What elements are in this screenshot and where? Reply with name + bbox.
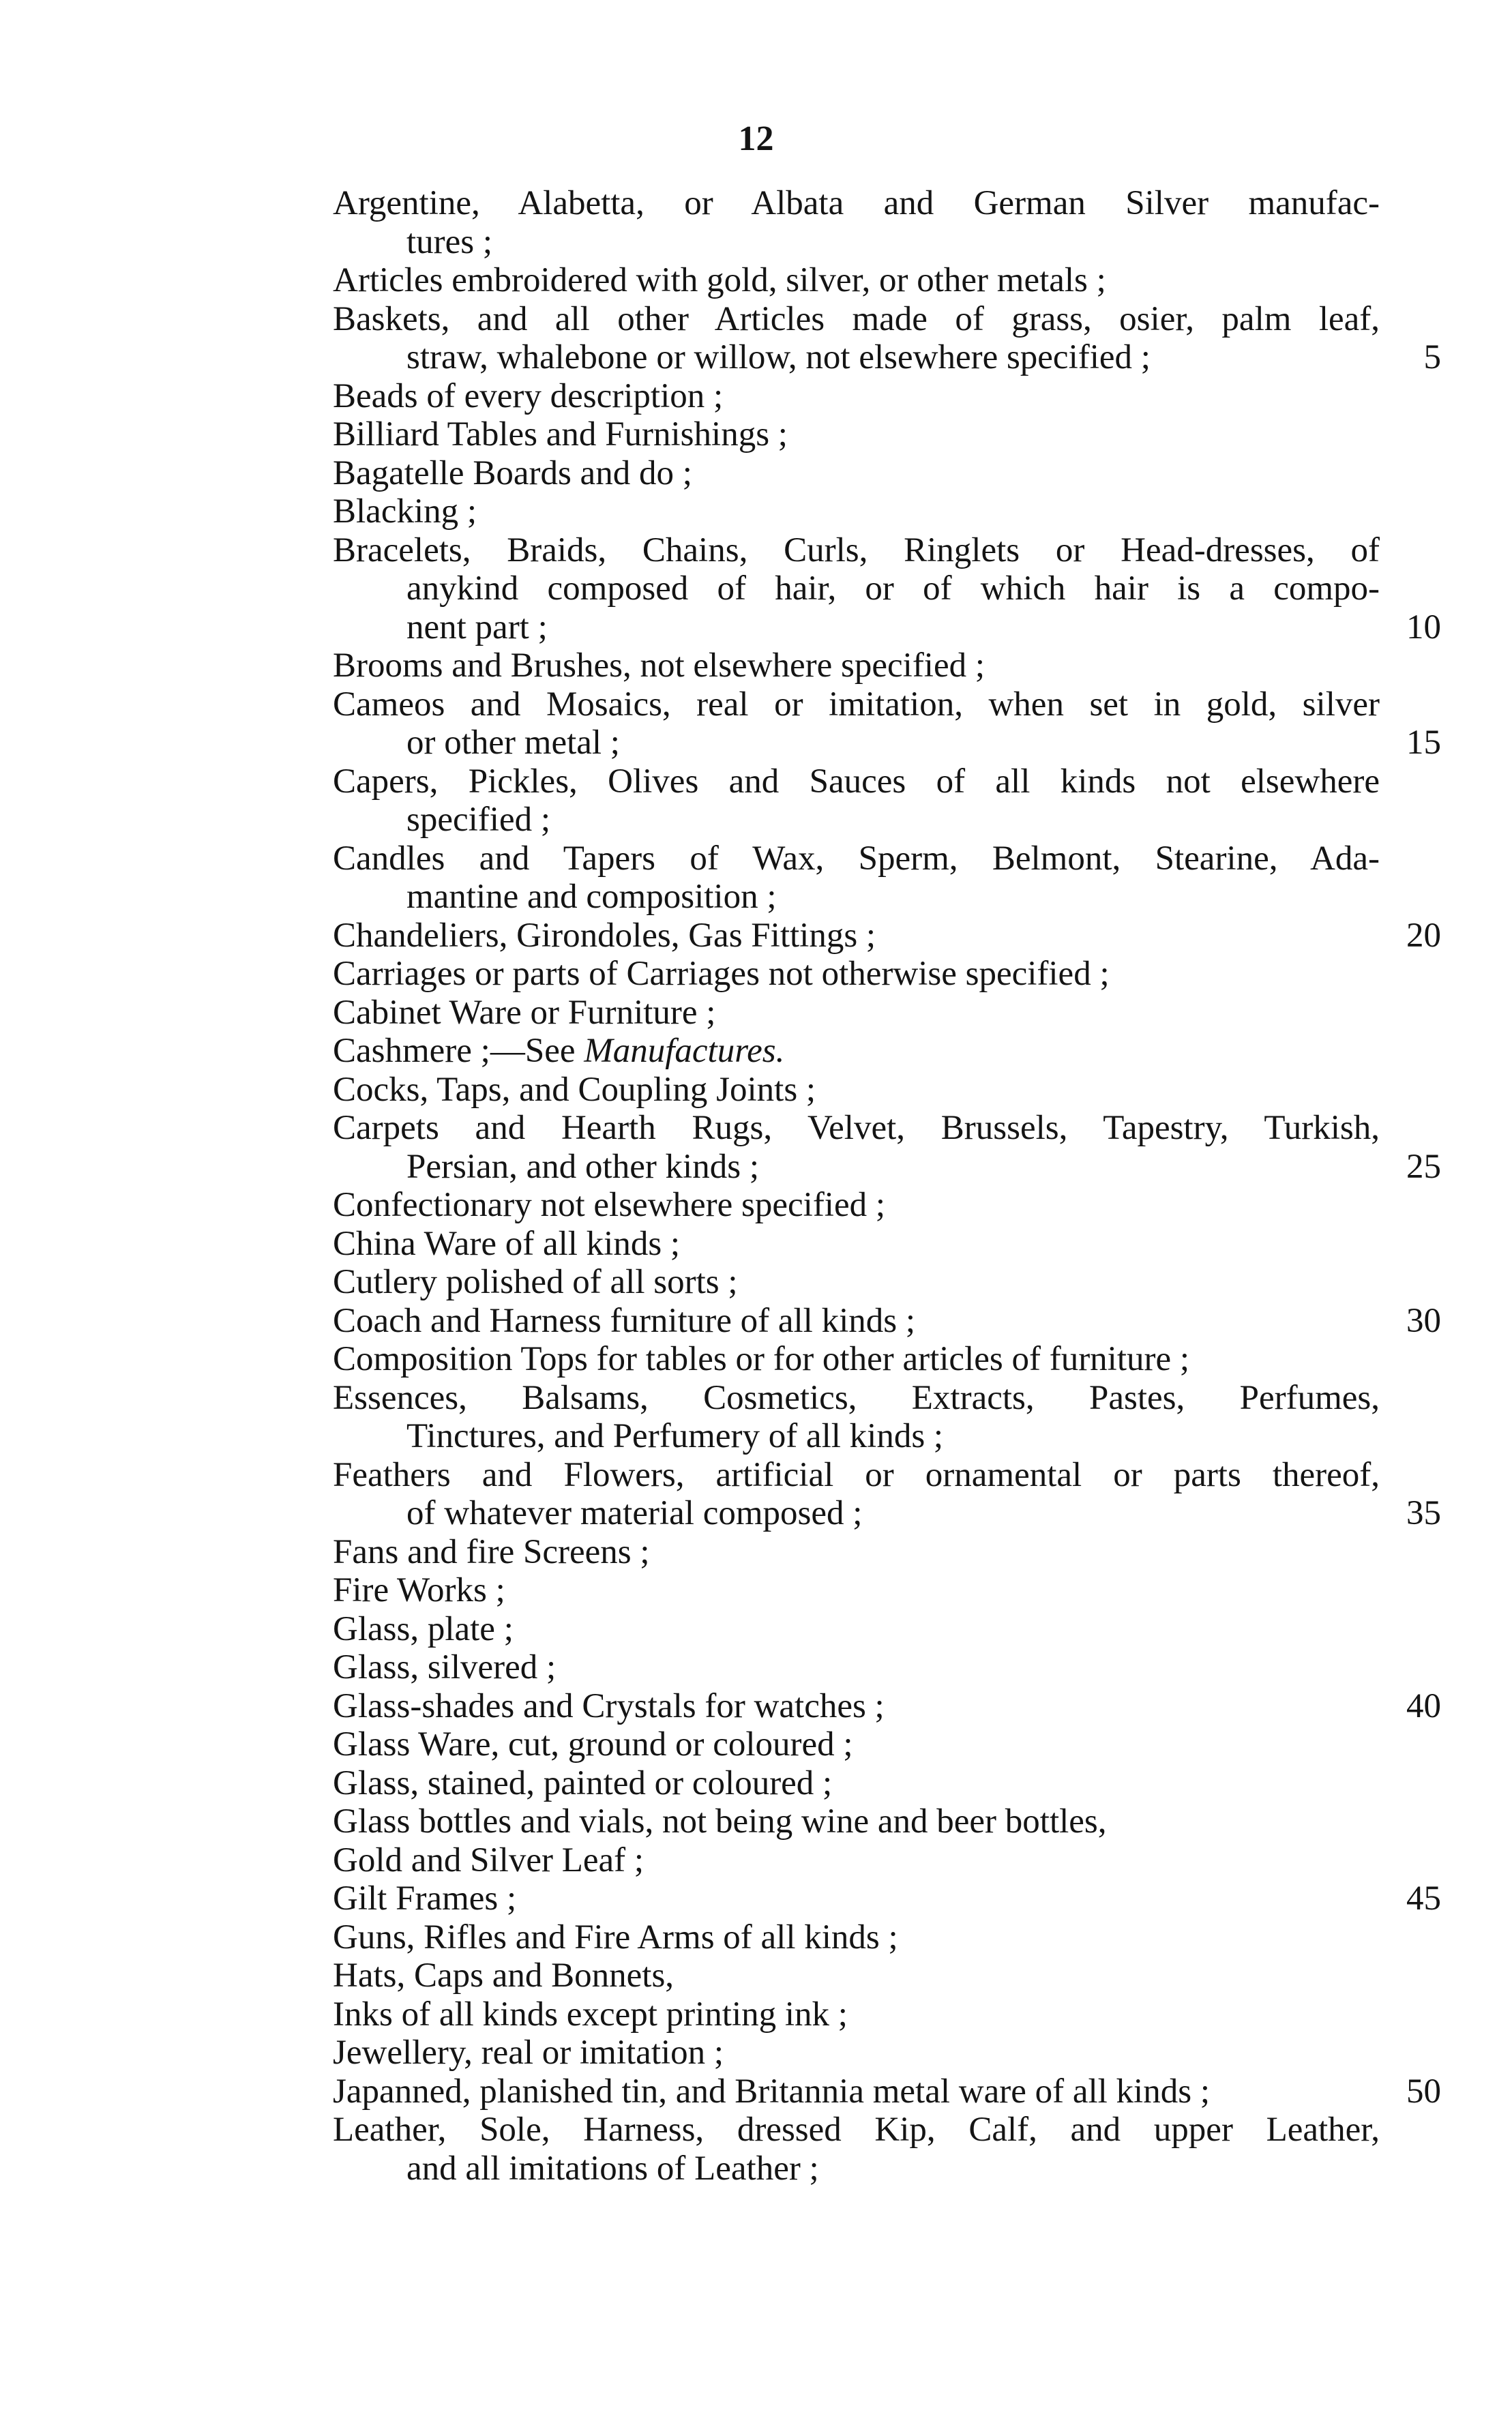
entry-text: Gilt Frames ; [333, 1879, 517, 1918]
list-item [333, 916, 1441, 955]
tariff-item-list [0, 184, 1512, 2188]
list-item [333, 1340, 1380, 1379]
entry-text: Glass, stained, painted or coloured ; [333, 1764, 833, 1802]
entry-text: Bagatelle Boards and do ; [333, 453, 692, 492]
entry-text: Guns, Rifles and Fire Arms of all kinds ; [333, 1918, 898, 1957]
entry-text: Glass, silvered ; [333, 1648, 557, 1686]
entry-text: Cashmere ;—See Manufactures. [333, 1032, 785, 1070]
entry-text: Carpets and Hearth Rugs, Velvet, Brussels, Tapestry, Turkish, [333, 1109, 1380, 1147]
list-item [333, 1957, 1380, 1995]
entry-text: Baskets, and all other Articles made of grass, osier, palm leaf, [333, 299, 1380, 338]
entry-continuation: anykind composed of hair, or of which hair is a compo- [406, 569, 1380, 608]
list-item [333, 1610, 1380, 1649]
list-item [333, 261, 1380, 300]
list-item [333, 1918, 1380, 1957]
entry-text: Feathers and Flowers, artificial or ornamental or parts thereof, [333, 1455, 1380, 1494]
list-item [333, 1533, 1380, 1572]
entry-text: Candles and Tapers of Wax, Sperm, Belmont, Stearine, Ada- [333, 839, 1380, 878]
list-item [333, 299, 1441, 377]
entry-text: Hats, Caps and Bonnets, [333, 1957, 675, 1995]
entry-text: Cutlery polished of all sorts ; [333, 1263, 738, 1301]
entry-text: Beads of every description ; [333, 376, 724, 415]
line-number: 10 [1406, 608, 1441, 646]
entry-text: Glass Ware, cut, ground or coloured ; [333, 1725, 853, 1764]
entry-continuation: Persian, and other kinds ; [406, 1147, 759, 1186]
entry-continuation: Tinctures, and Perfumery of all kinds ; [406, 1417, 944, 1455]
entry-text: Billiard Tables and Furnishings ; [333, 415, 788, 453]
entry-text: Argentine, Alabetta, or Albata and German Silver manufac- [333, 184, 1380, 222]
list-item [333, 184, 1380, 261]
line-number: 20 [1406, 916, 1441, 955]
entry-text: Cameos and Mosaics, real or imitation, when set in gold, silver [333, 685, 1380, 724]
entry-continuation: tures ; [406, 222, 493, 261]
line-number: 50 [1406, 2072, 1441, 2111]
entry-text: Capers, Pickles, Olives and Sauces of all kinds not elsewhere [333, 762, 1380, 801]
list-item [333, 415, 1380, 454]
entry-text: China Ware of all kinds ; [333, 1224, 681, 1263]
list-item [333, 1995, 1380, 2034]
list-item [333, 839, 1380, 917]
list-item [333, 2111, 1380, 2188]
list-item [333, 1764, 1380, 1803]
entry-continuation: and all imitations of Leather ; [406, 2149, 819, 2188]
cross-reference: Manufactures. [584, 1032, 785, 1070]
entry-text: Fans and fire Screens ; [333, 1532, 650, 1571]
line-number: 25 [1406, 1147, 1441, 1186]
entry-text: Essences, Balsams, Cosmetics, Extracts, Pastes, Perfumes, [333, 1378, 1380, 1417]
list-item [333, 1186, 1380, 1225]
list-item [333, 1725, 1380, 1764]
list-item [333, 955, 1380, 994]
entry-text: Jewellery, real or imitation ; [333, 2034, 724, 2072]
entry-text: Japanned, planished tin, and Britannia metal ware of all kinds ; [333, 2072, 1210, 2111]
line-number: 15 [1406, 724, 1441, 762]
list-item [333, 994, 1380, 1032]
entry-text: Glass, plate ; [333, 1609, 514, 1648]
list-item [333, 646, 1380, 685]
list-item [333, 2034, 1380, 2072]
list-item [333, 1071, 1380, 1110]
line-number: 30 [1406, 1301, 1441, 1340]
list-item [333, 377, 1380, 416]
list-item [333, 1841, 1380, 1880]
entry-text: Blacking ; [333, 492, 477, 531]
entry-text: Fire Works ; [333, 1571, 505, 1609]
list-item [333, 1802, 1380, 1841]
entry-text: Coach and Harness furniture of all kinds ; [333, 1301, 916, 1340]
entry-text: Confectionary not elsewhere specified ; [333, 1186, 886, 1224]
entry-text: Articles embroidered with gold, silver, or other metals ; [333, 261, 1106, 299]
entry-text: Chandeliers, Girondoles, Gas Fittings ; [333, 916, 876, 955]
line-number: 5 [1423, 338, 1441, 376]
entry-continuation: or other metal ; [406, 724, 620, 762]
list-item [333, 1109, 1441, 1186]
entry-continuation: mantine and composition ; [406, 878, 777, 916]
list-item [333, 531, 1441, 647]
entry-text: Glass-shades and Crystals for watches ; [333, 1686, 885, 1725]
entry-text: Cocks, Taps, and Coupling Joints ; [333, 1070, 816, 1109]
list-item [333, 762, 1380, 839]
entry-continuation: nent part ; [406, 608, 548, 646]
line-number: 45 [1406, 1879, 1441, 1918]
list-item [333, 454, 1380, 493]
entry-text: Leather, Sole, Harness, dressed Kip, Calf, and upper Leather, [333, 2111, 1380, 2149]
entry-text: Bracelets, Braids, Chains, Curls, Ringlets or Head-dresses, of [333, 531, 1380, 569]
entry-text: Cabinet Ware or Furniture ; [333, 993, 716, 1032]
list-item [333, 1301, 1441, 1341]
entry-continuation: specified ; [406, 801, 550, 839]
entry-text: Carriages or parts of Carriages not otherwise specified ; [333, 955, 1110, 993]
line-number: 40 [1406, 1686, 1441, 1725]
entry-text: Inks of all kinds except printing ink ; [333, 1995, 848, 2034]
list-item [333, 1648, 1380, 1687]
entry-text: Gold and Silver Leaf ; [333, 1841, 644, 1879]
page-number: 12 [738, 119, 774, 158]
list-item [333, 1571, 1380, 1610]
entry-text: Glass bottles and vials, not being wine and beer bottles, [333, 1802, 1107, 1841]
list-item [333, 1225, 1380, 1264]
list-item [333, 492, 1380, 531]
line-number: 35 [1406, 1494, 1441, 1532]
entry-continuation: straw, whalebone or willow, not elsewhere specified ; [406, 338, 1151, 376]
list-item [333, 1879, 1441, 1918]
list-item [333, 1263, 1380, 1302]
list-item [333, 1379, 1380, 1456]
list-item [333, 1032, 1380, 1071]
list-item [333, 2072, 1441, 2111]
entry-continuation: of whatever material composed ; [406, 1494, 863, 1532]
list-item [333, 1455, 1441, 1533]
list-item [333, 1686, 1441, 1726]
list-item [333, 685, 1441, 762]
entry-text: Composition Tops for tables or for other articles of furniture ; [333, 1340, 1190, 1378]
entry-text: Brooms and Brushes, not elsewhere specified ; [333, 646, 985, 685]
